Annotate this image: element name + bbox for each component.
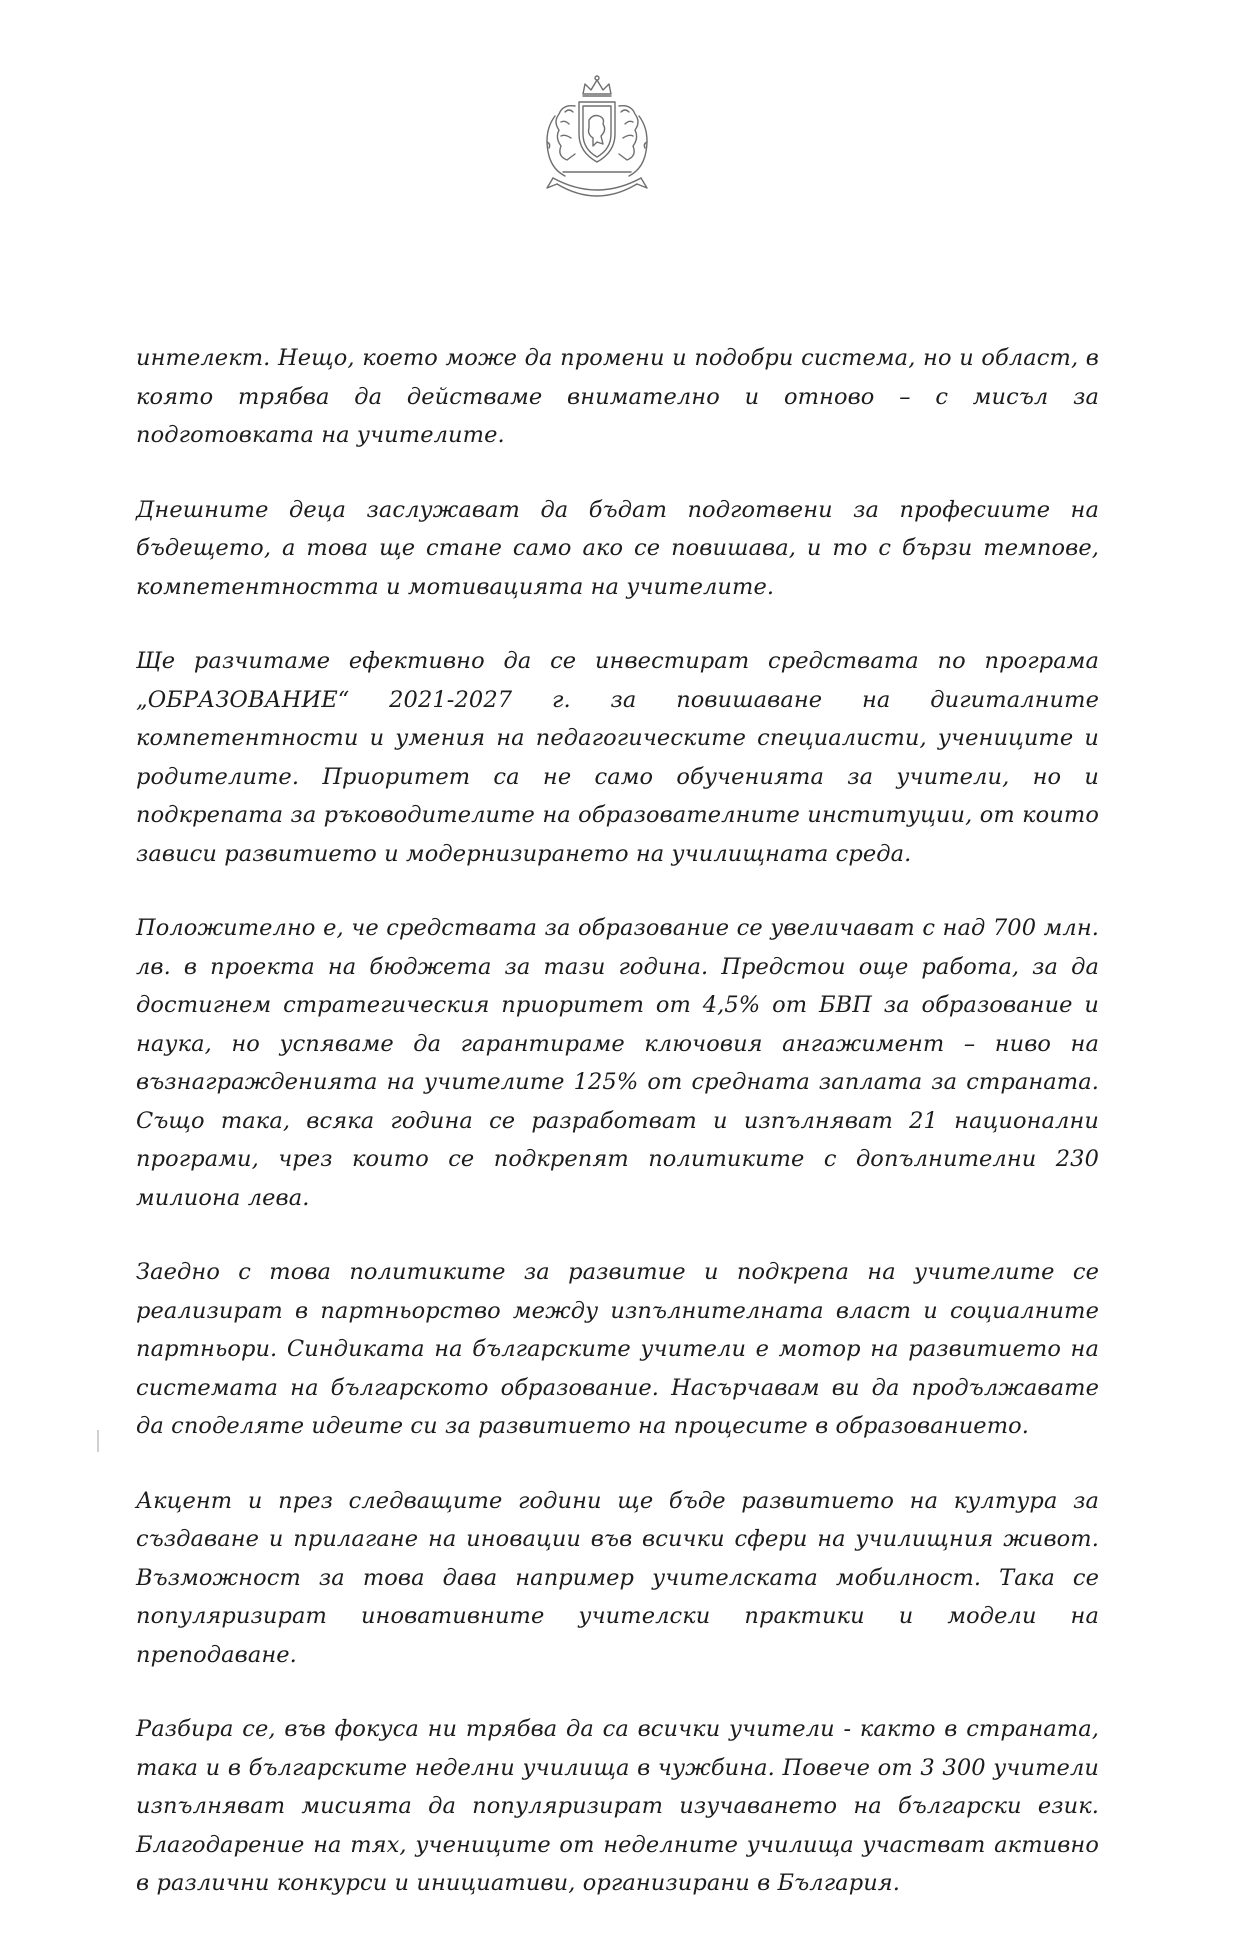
paragraph-sunday-schools: Разбира се, във фокуса ни трябва да са всички учители - както в страната, така и в българските неделни училища в чужбина. Повече от 3 300 учители изпълняват мисията да популяризират изучаването на български език. Благодарение на тях, учениците от неделните училища участват активно в различни конкурси и инициативи, организирани в България. (136, 1716, 1099, 1896)
paragraph-education-program: Ще разчитаме ефективно да се инвестират средствата по програма „ОБРАЗОВАНИЕ“ 2021-2027 г. за повишаване на дигиталните компетентности и умения на педагогическите специалисти, учениците и родителите. Приоритет са не само обученията за учители, но и подкрепата за ръководителите на образователните институции, от които зависи развитието и модернизирането на училищната среда. (136, 648, 1099, 867)
paragraph-future-professions: Днешните деца заслужават да бъдат подготвени за професиите на бъдещето, а това ще стане само ако се повишава, и то с бързи темпове, компетентността и мотивацията на учителите. (136, 496, 1099, 600)
paragraph-intellect: интелект. Нещо, което може да промени и подобри система, но и област, в която трябва да действаме внимателно и отново – с мисъл за подготовката на учителите. (136, 345, 1099, 448)
paragraph-innovation: Акцент и през следващите години ще бъде развитието на култура за създаване и прилагане на иновации във всички сфери на училищния живот. Възможност за това дава например учителската мобилност. Така се популяризират иновативните учителски практики и модели на преподаване. (136, 1487, 1099, 1668)
letter-body (136, 339, 1099, 1939)
paragraph-budget: Положително е, че средствата за образование се увеличават с над 700 млн. лв. в проекта на бюджета за тази година. Предстои още работа, за да достигнем стратегическия приоритет от 4,5% от БВП за образование и наука, но успяваме да гарантираме ключовия ангажимент – ниво на възнагражденията на учителите 125% от средната заплата за страната. Също така, всяка година се разработват и изпълняват 21 национални програми, чрез които се подкрепят политиките с допълнителни 230 милиона лева. (136, 915, 1099, 1211)
margin-mark (97, 1430, 99, 1452)
paragraph-partnership: Заедно с това политиките за развитие и подкрепа на учителите се реализират в партньорство между изпълнителната власт и социалните партньори. Синдиката на българските учители е мотор на развитието на системата на българското образование. Насърчавам ви да продължавате да споделяте идеите си за развитието на процесите в образованието. (136, 1259, 1099, 1439)
coat-of-arms-icon (535, 72, 659, 206)
